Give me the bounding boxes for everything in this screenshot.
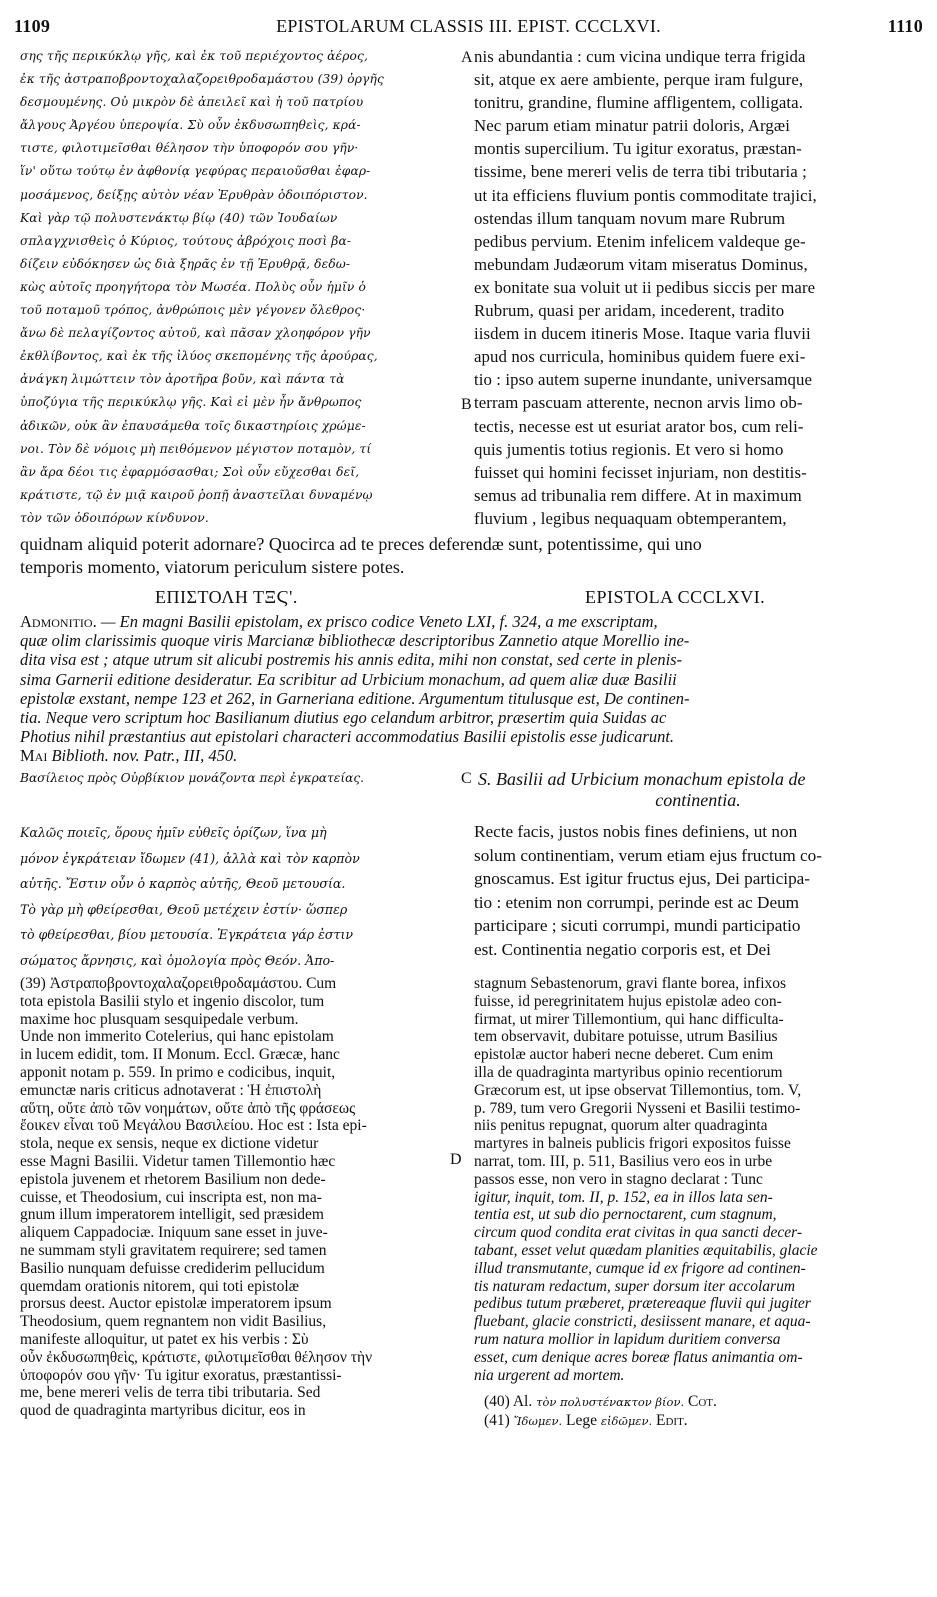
latin-line: semus ad tribunalia rem differe. At in maximum (474, 485, 802, 505)
running-header (14, 16, 923, 36)
admonitio-block (20, 612, 924, 766)
footnote-line: (39) Ἀστραποβροντοχαλαζορειθροδαμάστου. Cum (20, 975, 337, 992)
footnote-line: niis penitus repugnat, quorum alter quadraginta (474, 1117, 768, 1135)
footnote-41-greek: Ἴδωμεν. (513, 1413, 563, 1428)
greek-line: κράτιστε, τῷ ἐν μιᾷ καιροῦ ῥοπῇ ἀναστεῖλαι δυναμένῳ (20, 487, 373, 502)
footnote-line: tem observavit, dubitare potuisse, utrum Basilius (474, 1028, 778, 1046)
footnote-line: illa de quadraginta martyribus opinio recentiorum (474, 1063, 783, 1081)
footnote-line: emunctæ naris criticus adnotaverat : Ἡ ἐπιστολὴ (20, 1081, 322, 1099)
footnote-40-source: Cot. (688, 1393, 717, 1410)
mai-name: Mai (20, 746, 48, 766)
latin-line: iisdem in ducem itineris Mose. Itaque varia fluvii (474, 324, 811, 344)
latin-letter-title-line: continentia. (655, 790, 741, 810)
footnote-41-source: Edit. (656, 1411, 688, 1429)
footnote-line: aliquem Cappadociæ. Iniquum sane esset in juve- (20, 1224, 328, 1242)
admonitio-line: sima Garnerii editione desideratur. Ea scribitur ad Urbicium monachum, ad quem aliæ duæ Basilii (20, 669, 677, 689)
latin-line: Recte facis, justos nobis fines definiens, ut non (474, 822, 798, 841)
footnote-41-greek-correction: εἰδῶμεν. (600, 1413, 653, 1428)
footnote-line: in lucem edidit, tom. II Monum. Eccl. Græcæ, hanc (20, 1046, 340, 1064)
greek-line: Καλῶς ποιεῖς, ὅρους ἡμῖν εὐθεῖς ὁρίζων, ἵνα μὴ (20, 825, 327, 840)
footnote-line: ἔοικεν εἶναι τοῦ Μεγάλου Βασιλείου. Hoc est : Ista epi- (20, 1117, 367, 1135)
latin-line: est. Continentia negatio corporis est, et Dei (474, 939, 771, 959)
footnote-line: Græcorum est, ut ipse observat Tillemontius, tom. V, (474, 1081, 802, 1099)
footnote-line: circum quod condita erat civitas in qua sancti decer- (474, 1224, 802, 1242)
footnote-line: Theodosium, quem regnantem non vidit Basilius, (20, 1313, 327, 1331)
footnote-line: quod de quadraginta martyribus dicitur, eos in (20, 1402, 306, 1420)
latin-line: Rubrum, quasi per aridam, incederent, tradito (474, 301, 785, 321)
greek-line: κὼς αὐτοῖς προηγήτορα τὸν Μωσέα. Πολὺς οὖν ἡμῖν ὁ (20, 279, 366, 294)
footnote-line: nia urgerent ad mortem. (474, 1366, 625, 1384)
footnote-line: p. 789, tum vero Gregorii Nysseni et Basilii testimo- (474, 1099, 801, 1117)
right-page-number: 1110 (887, 16, 923, 36)
greek-line: δίζειν εὐδόκησεν ὡς διὰ ξηρᾶς ἐν τῇ Ἐρυθρᾷ, δεδω- (20, 256, 351, 271)
greek-line: Τὸ γὰρ μὴ φθείρεσθαι, Θεοῦ μετέχειν ἐστίν· ὥσπερ (20, 901, 348, 917)
margin-marker-c: C (461, 770, 472, 787)
greek-line: τοῦ ποταμοῦ τρόπος, ἀνθρώποις μὲν γέγονεν ὄλεθρος· (20, 303, 366, 318)
latin-line: fuisset qui homini fecisset injuriam, non destitis- (474, 462, 807, 482)
footnote-line: apponit notam p. 559. In primo e codicibus, inquit, (20, 1063, 336, 1081)
footnote-line: pedibus tutum præberet, prætereaque fluvii qui jugiter (474, 1295, 811, 1313)
footnote-40-greek: τὸν πολυστένακτον βίον. (536, 1395, 685, 1409)
greek-epistle-title: ΕΠΙΣΤΟΛΗ ΤΞϚ'. (155, 587, 298, 607)
latin-line: ut ita efficiens fluvium pontis commoditate trajici, (474, 185, 817, 205)
greek-line: ἀδικῶν, οὐκ ἂν ἐπαυσάμεθα τοῖς δικαστηρίοις χρώμε- (20, 418, 366, 433)
footnote-line: Basilio nunquam defuisse crediderim pellucidum (20, 1259, 325, 1277)
latin-line: pedibus pervium. Etenim infelicem valdeque ge- (474, 231, 806, 251)
latin-line: apud nos curricula, hominibus quidem fuere exi- (474, 347, 806, 367)
greek-line: σης τῆς περικύκλῳ γῆς, καὶ ἐκ τοῦ περιέχοντος ἀέρος, (20, 49, 369, 63)
admonitio-label: Admonitio. (20, 612, 97, 631)
footnote-line: quemdam orationis nitorem, qui toti epistolæ (20, 1277, 299, 1295)
footnote-41 (484, 1412, 914, 1431)
footnote-line: firmat, ut mirer Tillemontium, qui hanc difficulta- (474, 1010, 784, 1028)
footnote-line: narrat, tom. III, p. 511, Basilius vero eos in urbe (474, 1152, 773, 1170)
footnote-line: me, bene mereri velis de terra tibi tributaria. Sed (20, 1384, 321, 1402)
footnote-line: ne summam styli gravitatem requirere; sed tamen (20, 1241, 327, 1259)
greek-line: ὑποζύγια τῆς περικύκλῳ γῆς. Καὶ εἰ μὲν ἦν ἄνθρωπος (20, 395, 362, 410)
admonitio-line-0 (20, 612, 924, 631)
footnote-line: martyres in balneis publicis frigori expositos fuisse (474, 1135, 791, 1153)
footnote-line: ὑποφορόν σου γῆν· Tu igitur exoratus, præstantissi- (20, 1366, 342, 1384)
admonitio-source (20, 746, 924, 765)
footnote-line: cuisse, et Theodosium, cui inscripta est, non ma- (20, 1188, 322, 1206)
admonitio-line: quæ olim clarissimis quoque viris Marcianæ bibliothecæ descriptoribus Zannetio atque Morellio ine- (20, 631, 690, 651)
latin-line: mebundam Judæorum vitam miseratus Dominus, (474, 254, 808, 274)
latin-column-top (474, 45, 919, 530)
greek-letter-text (20, 820, 465, 973)
full-width-paragraph (20, 533, 920, 579)
footnote-line: stola, neque ex sensis, neque ex dictione videtur (20, 1135, 319, 1153)
latin-line: montis supercilium. Tu igitur exoratus, præstan- (474, 139, 802, 159)
greek-line: τὸν τῶν ὁδοιπόρων κίνδυνον. (20, 510, 209, 525)
admonitio-line: epistolæ exstant, nempe 123 et 262, in Garneriana editione. Argumentum titulusque est, De continen- (20, 688, 690, 708)
footnote-line: epistola juvenem et rhetorem Basilium non dede- (20, 1170, 326, 1188)
greek-line: τιστε, φιλοτιμεῖσθαι θέλησον τὴν ὑποφορόν σου γῆν· (20, 141, 359, 156)
footnote-line: maxime hoc plusquam sesquipedale verbum. (20, 1010, 299, 1028)
greek-line: τὸ φθείρεσθαι, βίου μετουσία. Ἐγκράτεια γάρ ἐστιν (20, 927, 354, 942)
admonitio-line: Photius nihil præstantius aut epistolari characteri accommodatius Basilii epistolis esse judicarunt. (20, 727, 675, 747)
latin-line: ex bonitate sua voluit ut ii pedibus siccis per mare (474, 277, 816, 297)
latin-epistle-title: EPISTOLA CCCLXVI. (585, 587, 766, 607)
footnote-line: passos esse, non vero in stagno declarat : Tunc (474, 1170, 763, 1188)
greek-line: ἵν' οὕτω τούτῳ ἐν ἀφθονίᾳ γεφύρας περαιοῦσθαι ἐφαρ- (20, 164, 371, 179)
latin-line: gnoscamus. Est igitur fructus ejus, Dei participa- (474, 869, 811, 888)
greek-line: ἐκθλίβοντος, καὶ ἐκ τῆς ἰλύος σκεπομένης τῆς ἀρούρας, (20, 349, 378, 364)
footnote-line: tentia est, ut sub dio pernoctarent, cum stagnum, (474, 1206, 777, 1224)
latin-line: solum continentiam, verum etiam ejus fructum co- (474, 845, 822, 865)
footnote-line: igitur, inquit, tom. II, p. 152, ea in illos lata sen- (474, 1188, 773, 1206)
footnote-line: tota epistola Basilii stylo et ingenio discolor, tum (20, 992, 325, 1010)
footnote-line: illud transmutante, cumque id ex frigore ad continen- (474, 1259, 806, 1277)
footnote-41-lege: Lege (565, 1411, 597, 1429)
latin-line: ostendas illum tanquam novum mare Rubrum (474, 208, 786, 228)
latin-line: tectis, necesse est ut esuriat arator bos, cum reli- (474, 416, 804, 436)
footnote-40 (484, 1393, 914, 1412)
latin-line: tio : ipso autem superne inundante, universamque (474, 370, 813, 390)
greek-line: ἀνάγκη λιμώττειν τὸν ἀροτῆρα βοῦν, καὶ πάντα τὰ (20, 372, 345, 387)
greek-line: ἐκ τῆς ἀστραποβροντοχαλαζορειθροδαμάστου (39) ὀργῆς (20, 72, 384, 87)
footnote-line: fuisse, id peregrinitatem hujus epistolæ adeo con- (474, 992, 782, 1010)
footnote-line: esset, cum denique acres boreæ flatus animantia om- (474, 1348, 803, 1366)
margin-marker-b: B (461, 396, 472, 413)
footnote-line: rum natura mollior in lapidum duritiem conversa (474, 1330, 781, 1348)
latin-letter-title-line: S. Basilii ad Urbicium monachum epistola de (478, 769, 806, 789)
greek-line: νοι. Τὸν δὲ νόμοις μὴ πειθόμενον μέγιστον ποταμὸν, τί (20, 441, 372, 456)
latin-letter-text (474, 820, 919, 961)
greek-line: ἄλγους Ἀργέου ὑπεροψία. Σὺ οὖν ἐκδυσωπηθεὶς, κρά- (20, 118, 361, 133)
greek-line: δεσμουμένης. Οὐ μικρὸν δὲ ἀπειλεῖ καὶ ἡ τοῦ πατρίου (20, 95, 364, 110)
footnote-line: tis naturam redactum, super dorsum iter accolarum (474, 1277, 796, 1295)
footnote-line: esse Magni Basilii. Videtur tamen Tillemontio hæc (20, 1152, 336, 1170)
greek-line: ἄνω δὲ πελαγίζοντος αὐτοῦ, καὶ πᾶσαν χλοηφόρον γῆν (20, 326, 371, 341)
footnote-line: fluebant, glacie constricti, desiissent manare, et aqua- (474, 1313, 811, 1331)
greek-column-top (20, 45, 465, 530)
footnote-40-41 (484, 1393, 914, 1431)
admonitio-line: tia. Neque vero scriptum hoc Basilianum diutius ego celandum arbitror, præsertim quia Suidas ac (20, 708, 667, 728)
footnote-line: epistolæ auctor haberi necne deberet. Cum enim (474, 1046, 774, 1064)
footnote-line: prorsus deest. Auctor epistolæ imperatorem ipsum (20, 1295, 332, 1313)
footnote-41-number: (41) (484, 1411, 510, 1429)
greek-letter-title: Βασίλειος πρὸς Οὐρβίκιον μονάζοντα περὶ ἐγκρατείας. (20, 771, 365, 785)
latin-line: quis jumentis totius regionis. Et vero si homo (474, 439, 784, 459)
full-width-line: temporis momento, viatorum periculum sistere potes. (20, 557, 405, 577)
greek-line: σπλαγχνισθεὶς ὁ Κύριος, τούτους ἀβρόχοις ποσὶ βα- (20, 233, 352, 248)
greek-line: μοσάμενος, δείξῃς αὐτὸν νέαν Ἐρυθρὰν ὁδοιπόριστον. (20, 187, 368, 202)
footnote-line: manifeste alloquitur, ut patet ex his verbis : Σὺ (20, 1330, 309, 1348)
latin-line: tonitru, grandine, flumine affligentem, colligata. (474, 93, 804, 113)
footnote-40-number: (40) Al. (484, 1393, 533, 1410)
latin-line: nis abundantia : cum vicina undique terra frigida (474, 47, 806, 66)
footnote-line: οὖν ἐκδυσωπηθεὶς, κράτιστε, φιλοτιμεῖσθαι θέλησον τὴν (20, 1348, 373, 1366)
footnote-line: gnum illum imperatorem intelligit, sed præsidem (20, 1206, 324, 1224)
footnote-line: αὕτη, οὔτε ἀπὸ τῶν νοημάτων, οὔτε ἀπὸ τῆς φράσεως (20, 1099, 356, 1117)
greek-line: αὐτῆς. Ἔστιν οὖν ὁ καρπὸς αὐτῆς, Θεοῦ μετουσία. (20, 876, 346, 891)
full-width-line: quidnam aliquid poterit adornare? Quocirca ad te preces deferendæ sunt, potentissime, qui uno (20, 534, 702, 554)
footnotes-right (474, 975, 919, 1384)
latin-line: Nec parum etiam minatur patrii doloris, Argæi (474, 116, 790, 136)
margin-marker-d: D (450, 1151, 462, 1168)
mai-reference: Biblioth. nov. Patr., III, 450. (51, 746, 238, 766)
greek-line: μόνον ἐγκράτειαν ἴδωμεν (41), ἀλλὰ καὶ τὸν καρπὸν (20, 850, 360, 866)
latin-letter-title (478, 769, 918, 811)
footnote-line: stagnum Sebastenorum, gravi flante borea, infixos (474, 975, 787, 992)
footnotes-left (20, 975, 465, 1420)
admonitio-text: — En magni Basilii epistolam, ex prisco codice Veneto LXI, f. 324, a me exscriptam, (100, 612, 658, 631)
latin-line: participare ; sicuti corrumpi, mundi participatio (474, 916, 801, 935)
running-title: EPISTOLARUM CLASSIS III. EPIST. CCCLXVI. (276, 16, 661, 36)
footnote-line: tabant, esset velut quædam planities æquitabilis, glacie (474, 1241, 818, 1259)
latin-line: sit, atque ex aere ambiente, perque iram fulgure, (474, 70, 804, 90)
greek-line: σώματος ἄρνησις, καὶ ὁμολογία πρὸς Θεόν. Ἀπο- (20, 952, 335, 968)
greek-line: ἂν ἄρα δέοι τις ἐφαρμόσασθαι; Σοὶ οὖν εὔχεσθαι δεῖ, (20, 464, 360, 479)
admonitio-line: dita visa est ; atque utrum sit alicubi postremis his annis edita, mihi non constat, sed certe in plenis- (20, 650, 683, 670)
latin-line: tio : etenim non corrumpi, perinde est ac Deum (474, 892, 800, 912)
left-page-number: 1109 (14, 16, 51, 36)
footnote-line: Unde non immerito Cotelerius, qui hanc epistolam (20, 1028, 334, 1046)
greek-line: Καὶ γὰρ τῷ πολυστενάκτῳ βίῳ (40) τῶν Ἰουδαίων (20, 210, 338, 225)
latin-line: fluvium , legibus nequaquam obtemperantem, (474, 508, 787, 528)
latin-line: terram pascuam atterente, necnon arvis limo ob- (474, 393, 803, 413)
margin-marker-a: A (461, 49, 473, 66)
latin-line: tissime, bene mereri velis de terra tibi tributaria ; (474, 162, 807, 182)
